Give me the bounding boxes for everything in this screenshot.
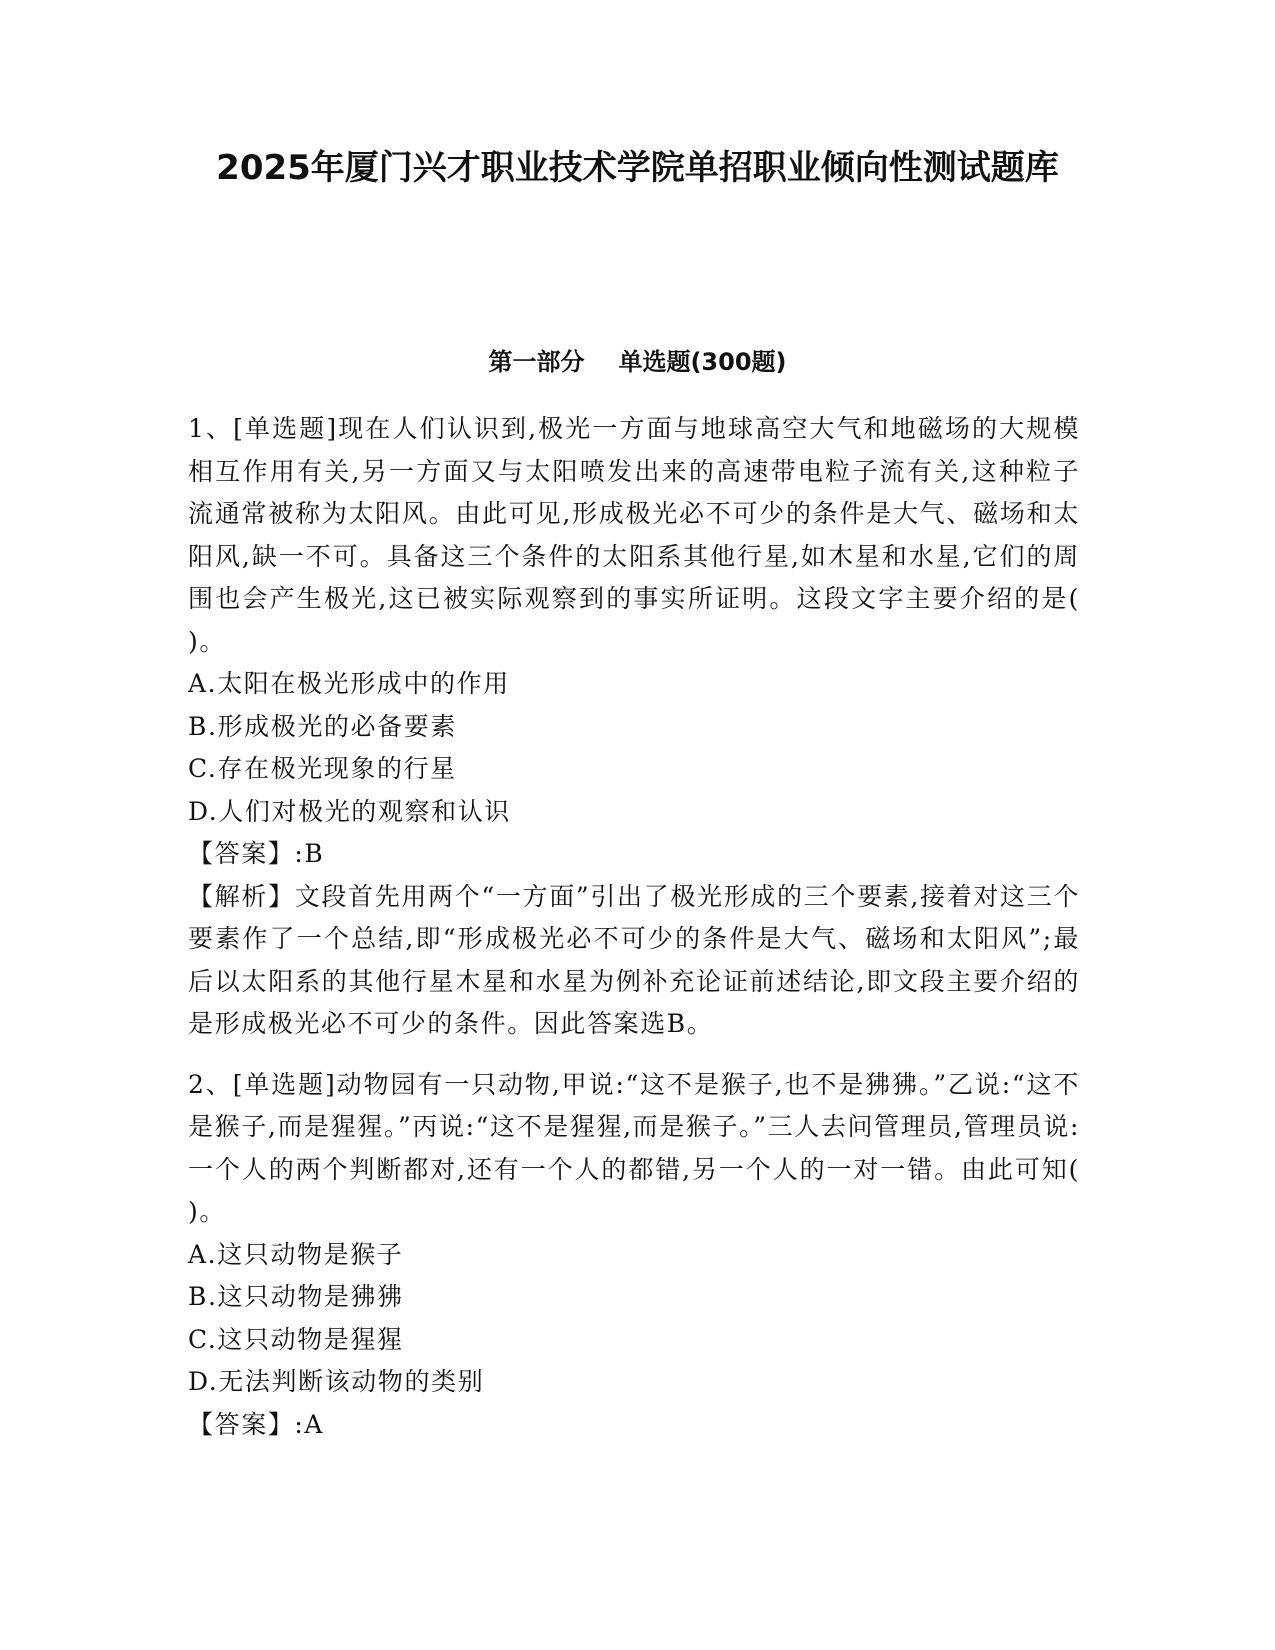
option-b: B.形成极光的必备要素 [188,711,457,741]
question-item [188,1064,1080,1447]
option-d: D.人们对极光的观察和认识 [188,796,511,826]
document-title: 2025年厦门兴才职业技术学院单招职业倾向性测试题库 [216,148,1059,188]
question-list [188,408,1080,1446]
option-a: A.太阳在极光形成中的作用 [188,669,510,698]
option-c: C.存在极光现象的行星 [188,754,457,783]
question-stem: 1、[单选题]现在人们认识到,极光一方面与地球高空大气和地磁场的大规模相互作用有关,另一方面又与太阳喷发出来的高速带电粒子流有关,这种粒子流通常被称为太阳风。由此可见,形成极光必不可少的条件是大气、磁场和太阳风,缺一不可。具备这三个条件的太阳系其他行星,如木星和水星,它们的周围也会产生极光,这已被实际观察到的事实所证明。这段文字主要介绍的是( )。 [188,414,1080,656]
question-item [188,408,1080,1046]
analysis-text: 【解析】文段首先用两个“一方面”引出了极光形成的三个要素,接着对这三个要素作了一个总结,即“形成极光必不可少的条件是大气、磁场和太阳风”;最后以太阳系的其他行星木星和水星为例补充论证前述结论,即文段主要介绍的是形成极光必不可少的条件。因此答案选B。 [188,881,1080,1038]
option-d: D.无法判断该动物的类别 [188,1367,485,1396]
option-a: A.这只动物是猴子 [188,1239,404,1269]
section-part-label: 第一部分 [488,348,585,376]
answer-line: 【答案】:A [188,1409,325,1439]
section-heading [170,344,1105,380]
answer-line: 【答案】:B [188,839,325,868]
section-name-label: 单选题(300题) [618,348,787,376]
option-b: B.这只动物是狒狒 [188,1282,404,1311]
question-stem: 2、[单选题]动物园有一只动物,甲说:“这不是猴子,也不是狒狒。”乙说:“这不是猴子,而是猩猩。”丙说:“这不是猩猩,而是猴子。”三人去问管理员,管理员说:一个人的两个判断都对,还有一个人的都错,另一个人的一对一错。由此可知( )。 [188,1069,1080,1226]
option-c: C.这只动物是猩猩 [188,1324,404,1354]
